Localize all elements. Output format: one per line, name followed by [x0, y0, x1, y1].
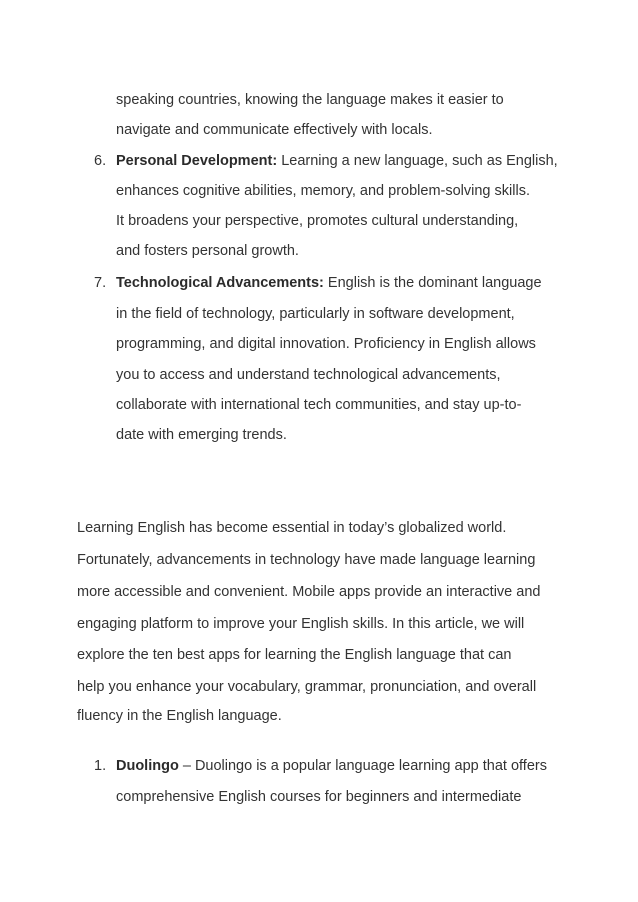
item5-line-1: speaking countries, knowing the language makes it easier to [116, 92, 504, 108]
item6-heading: Personal Development: [116, 153, 278, 169]
app1-heading: Duolingo [116, 758, 179, 774]
item6-line-3: It broadens your perspective, promotes cultural understanding, [116, 213, 519, 229]
app1-text: – Duolingo is a popular language learning app that offers [178, 758, 547, 774]
item7-number: 7. [94, 275, 107, 291]
item6-line-4: and fosters personal growth. [116, 243, 299, 259]
item7-line-1 [116, 273, 542, 293]
paragraph-line-4: engaging platform to improve your English skills. In this article, we will [77, 616, 525, 632]
app1-line-1 [116, 756, 547, 776]
item7-line-6: date with emerging trends. [116, 427, 287, 443]
item6-line-1 [116, 151, 558, 171]
paragraph-line-3: more accessible and convenient. Mobile apps provide an interactive and [77, 584, 541, 600]
item5-line-2: navigate and communicate effectively with locals. [116, 122, 433, 138]
paragraph-line-6: help you enhance your vocabulary, grammar, pronunciation, and overall [77, 679, 537, 695]
item7-line-3: programming, and digital innovation. Proficiency in English allows [116, 336, 536, 352]
item6-number: 6. [94, 153, 107, 169]
paragraph-line-7: fluency in the English language. [77, 708, 282, 724]
item7-heading: Technological Advancements: [116, 275, 324, 291]
app1-number: 1. [94, 758, 107, 774]
item6-line-2: enhances cognitive abilities, memory, and problem-solving skills. [116, 183, 530, 199]
paragraph-line-1: Learning English has become essential in today’s globalized world. [77, 520, 507, 536]
app1-line-2: comprehensive English courses for beginners and intermediate [116, 789, 522, 805]
item6-text: Learning a new language, such as English, [277, 153, 558, 169]
item7-line-5: collaborate with international tech communities, and stay up-to- [116, 397, 522, 413]
item7-line-2: in the field of technology, particularly in software development, [116, 306, 515, 322]
paragraph-line-2: Fortunately, advancements in technology have made language learning [77, 552, 536, 568]
item7-text: English is the dominant language [323, 275, 542, 291]
item7-line-4: you to access and understand technological advancements, [116, 367, 501, 383]
paragraph-line-5: explore the ten best apps for learning the English language that can [77, 647, 512, 663]
